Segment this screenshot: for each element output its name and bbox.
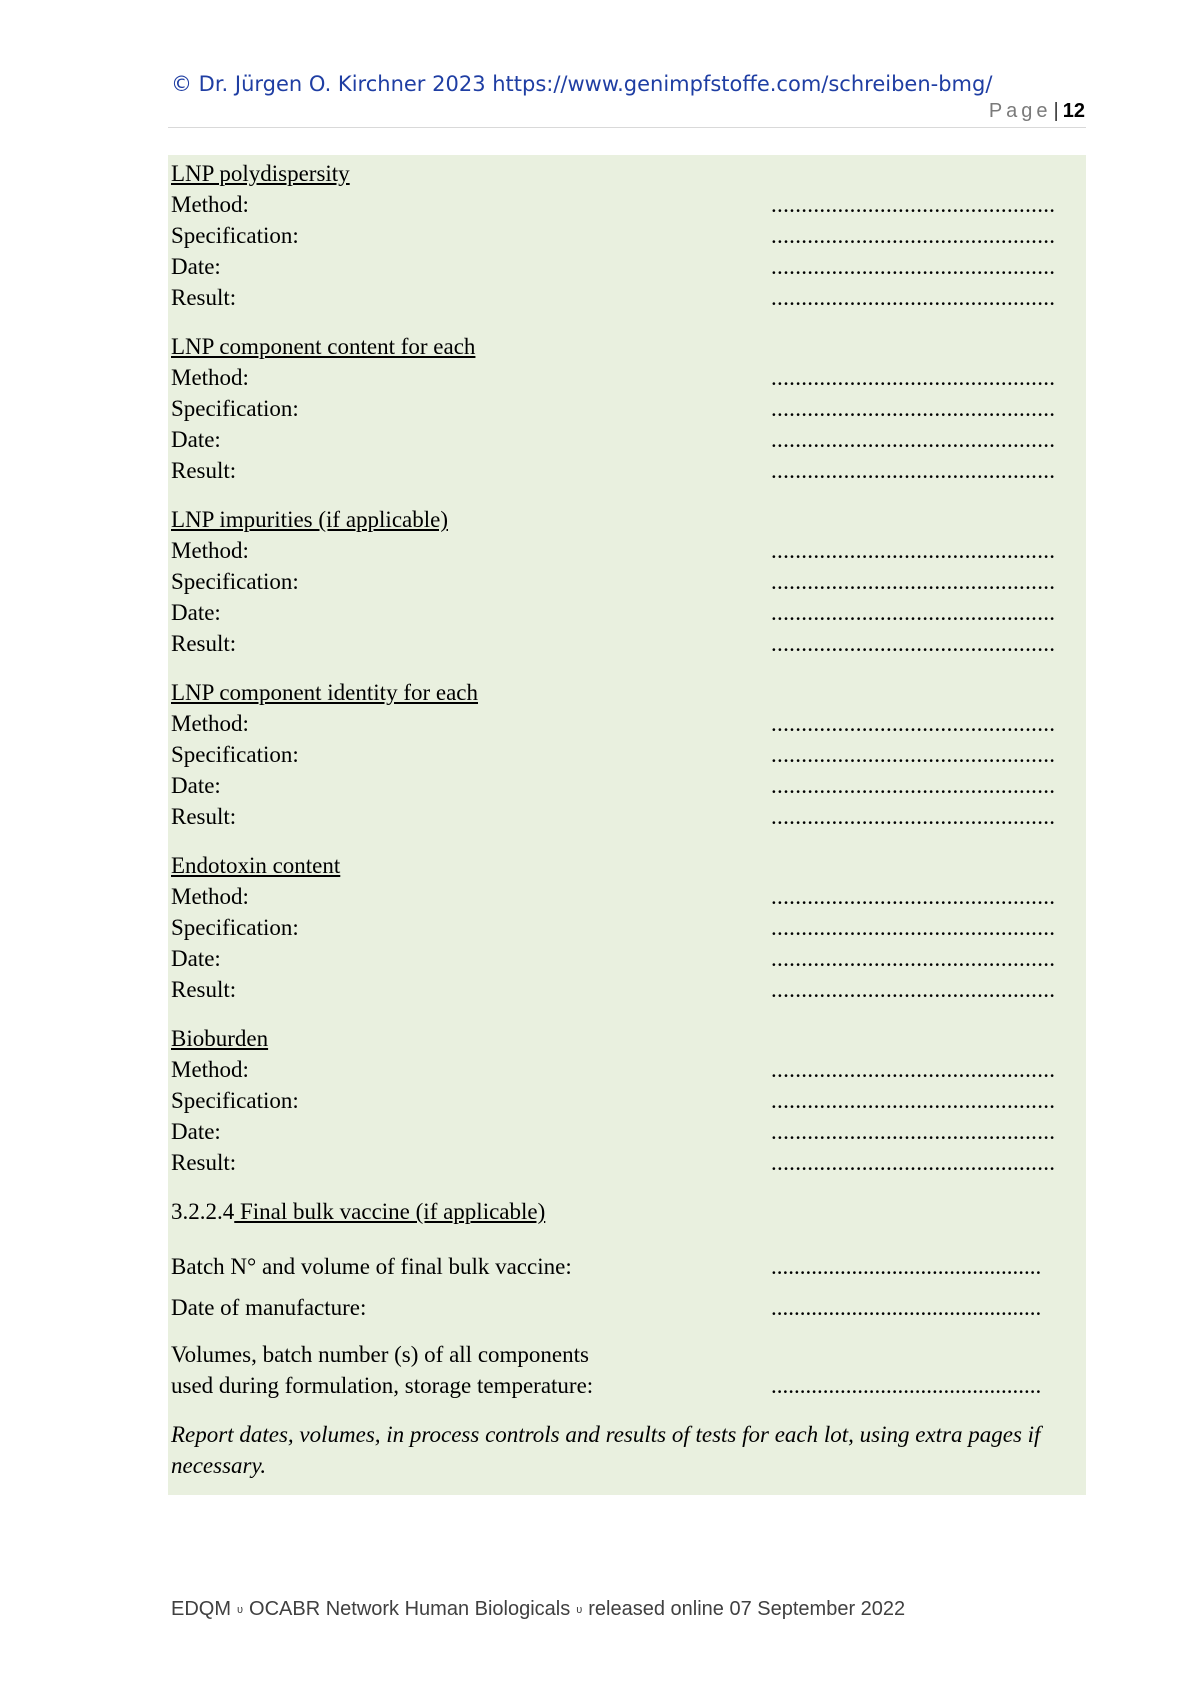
header-copyright: © Dr. Jürgen O. Kirchner 2023 https://www.genimpfstoffe.com/schreiben-bmg/ xyxy=(171,72,993,96)
section-title: LNP component content for each xyxy=(171,334,476,359)
section-title: LNP component identity for each xyxy=(171,680,479,705)
field-label: Specification: xyxy=(171,915,299,940)
field-row xyxy=(171,739,1083,770)
batch-label: Batch N° and volume of final bulk vaccine: xyxy=(171,1254,572,1279)
field-label: Date: xyxy=(171,427,221,452)
field-row xyxy=(171,424,1083,455)
test-section xyxy=(171,1023,1083,1178)
page-separator: | xyxy=(1053,100,1059,122)
field-row xyxy=(171,189,1083,220)
test-section xyxy=(171,850,1083,1005)
footer xyxy=(171,1598,905,1621)
field-row xyxy=(171,1085,1083,1116)
instruction-note: Report dates, volumes, in process controls and results of tests for each lot, using extra pages if necessary. xyxy=(171,1422,1041,1478)
field-blank[interactable]: ............................................... xyxy=(771,458,1056,483)
field-row xyxy=(171,393,1083,424)
field-blank[interactable]: ............................................... xyxy=(771,804,1056,829)
field-blank[interactable]: ............................................... xyxy=(771,977,1056,1002)
field-label: Method: xyxy=(171,538,249,563)
field-row xyxy=(171,455,1083,486)
header-divider xyxy=(168,127,1086,128)
field-blank[interactable]: ............................................... xyxy=(771,884,1056,909)
field-label: Method: xyxy=(171,711,249,736)
field-blank[interactable]: ............................................... xyxy=(771,631,1056,656)
volumes-blank[interactable]: ............................................... xyxy=(771,1373,1042,1398)
field-blank[interactable]: ............................................... xyxy=(771,1057,1056,1082)
field-label: Specification: xyxy=(171,1088,299,1113)
field-blank[interactable]: ............................................... xyxy=(771,223,1056,248)
volumes-label-line2: used during formulation, storage temperature: xyxy=(171,1373,594,1398)
section-title: Endotoxin content xyxy=(171,853,341,878)
test-sections xyxy=(171,158,1083,1178)
field-label: Specification: xyxy=(171,223,299,248)
final-bulk-title: Final bulk vaccine (if applicable) xyxy=(234,1199,546,1224)
test-section xyxy=(171,504,1083,659)
field-row xyxy=(171,1147,1083,1178)
test-section xyxy=(171,158,1083,313)
form-content xyxy=(171,158,1083,1481)
batch-row xyxy=(171,1251,1083,1282)
test-section xyxy=(171,331,1083,486)
page-number-value: 12 xyxy=(1062,100,1085,122)
field-row xyxy=(171,943,1083,974)
section-title: LNP polydispersity xyxy=(171,161,350,186)
page-number xyxy=(989,100,1085,123)
volumes-label-line1: Volumes, batch number (s) of all components xyxy=(171,1342,589,1367)
field-blank[interactable]: ............................................... xyxy=(771,946,1056,971)
date-manufacture-label: Date of manufacture: xyxy=(171,1295,367,1320)
batch-blank[interactable]: ............................................... xyxy=(771,1254,1042,1279)
field-row xyxy=(171,881,1083,912)
section-title: LNP impurities (if applicable) xyxy=(171,507,448,532)
field-blank[interactable]: ............................................... xyxy=(771,711,1056,736)
footer-org: EDQM xyxy=(171,1598,231,1620)
field-row xyxy=(171,251,1083,282)
field-label: Specification: xyxy=(171,742,299,767)
field-label: Result: xyxy=(171,804,237,829)
field-blank[interactable]: ............................................... xyxy=(771,254,1056,279)
field-label: Result: xyxy=(171,1150,237,1175)
final-bulk-heading xyxy=(171,1196,1083,1227)
field-row xyxy=(171,708,1083,739)
volumes-row xyxy=(171,1339,1083,1401)
field-blank[interactable]: ............................................... xyxy=(771,192,1056,217)
field-row xyxy=(171,220,1083,251)
field-label: Result: xyxy=(171,977,237,1002)
field-blank[interactable]: ............................................... xyxy=(771,365,1056,390)
field-label: Method: xyxy=(171,365,249,390)
field-row xyxy=(171,1054,1083,1085)
field-row xyxy=(171,566,1083,597)
field-blank[interactable]: ............................................... xyxy=(771,1088,1056,1113)
footer-network: OCABR Network Human Biologicals xyxy=(249,1598,571,1620)
field-row xyxy=(171,974,1083,1005)
field-blank[interactable]: ............................................... xyxy=(771,600,1056,625)
field-label: Method: xyxy=(171,884,249,909)
field-label: Date: xyxy=(171,773,221,798)
field-label: Specification: xyxy=(171,396,299,421)
field-blank[interactable]: ............................................... xyxy=(771,569,1056,594)
field-blank[interactable]: ............................................... xyxy=(771,285,1056,310)
date-manufacture-blank[interactable]: ............................................... xyxy=(771,1295,1042,1320)
field-blank[interactable]: ............................................... xyxy=(771,538,1056,563)
field-row xyxy=(171,282,1083,313)
field-blank[interactable]: ............................................... xyxy=(771,1150,1056,1175)
field-row xyxy=(171,535,1083,566)
field-row xyxy=(171,362,1083,393)
field-label: Date: xyxy=(171,946,221,971)
field-label: Result: xyxy=(171,631,237,656)
field-label: Date: xyxy=(171,1119,221,1144)
field-row xyxy=(171,628,1083,659)
footer-bullet-icon: υ xyxy=(576,1603,583,1616)
field-blank[interactable]: ............................................... xyxy=(771,915,1056,940)
page-label: Page xyxy=(988,100,1052,122)
field-label: Date: xyxy=(171,254,221,279)
field-blank[interactable]: ............................................... xyxy=(771,427,1056,452)
field-blank[interactable]: ............................................... xyxy=(771,773,1056,798)
field-row xyxy=(171,1116,1083,1147)
date-manufacture-row xyxy=(171,1292,1083,1323)
final-bulk-number: 3.2.2.4 xyxy=(171,1199,235,1224)
field-label: Method: xyxy=(171,1057,249,1082)
field-row xyxy=(171,597,1083,628)
field-blank[interactable]: ............................................... xyxy=(771,742,1056,767)
field-row xyxy=(171,801,1083,832)
field-blank[interactable]: ............................................... xyxy=(771,1119,1056,1144)
field-label: Result: xyxy=(171,285,237,310)
field-row xyxy=(171,770,1083,801)
test-section xyxy=(171,677,1083,832)
field-label: Method: xyxy=(171,192,249,217)
field-blank[interactable]: ............................................... xyxy=(771,396,1056,421)
footer-bullet-icon: υ xyxy=(237,1603,244,1616)
field-label: Date: xyxy=(171,600,221,625)
footer-release: released online 07 September 2022 xyxy=(588,1598,906,1620)
field-row xyxy=(171,912,1083,943)
section-title: Bioburden xyxy=(171,1026,269,1051)
field-label: Result: xyxy=(171,458,237,483)
field-label: Specification: xyxy=(171,569,299,594)
